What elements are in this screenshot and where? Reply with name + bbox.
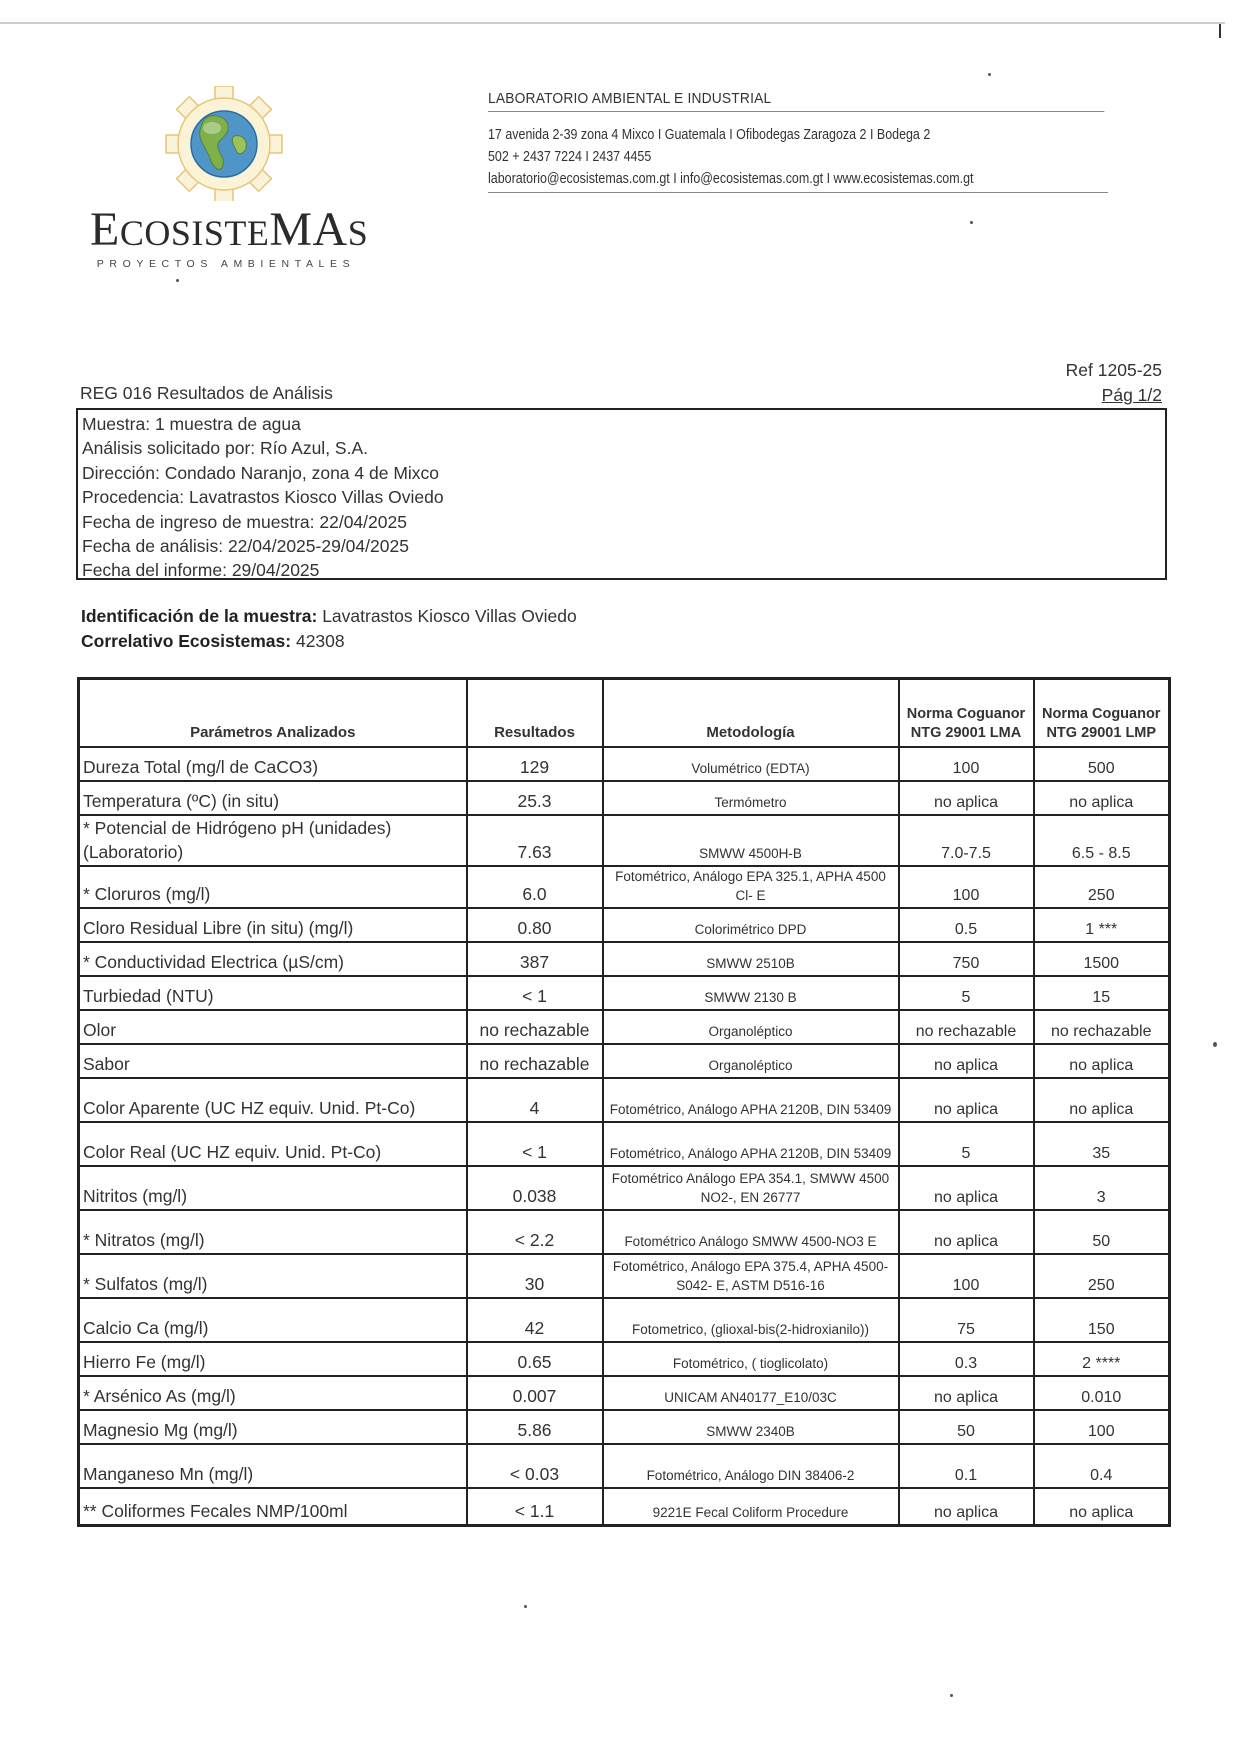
table-row [79,908,1170,942]
method-cell: Termómetro [603,781,899,815]
result-cell: 25.3 [467,781,603,815]
method-cell: Fotométrico, Análogo APHA 2120B, DIN 53409 [603,1078,899,1122]
method-cell: Fotométrico, Análogo EPA 375.4, APHA 4500-S042- E, ASTM D516-16 [603,1254,899,1298]
lab-title: LABORATORIO AMBIENTAL E INDUSTRIAL [488,90,1104,112]
info-row-fecha-informe: Fecha del informe: 29/04/2025 [82,560,320,581]
method-cell: Organoléptico [603,1044,899,1078]
lab-phones: 502 + 2437 7224 I 2437 4455 [488,149,652,165]
norm-lma-cell: no aplica [899,1488,1034,1526]
method-cell: Fotométrico, Análogo EPA 325.1, APHA 4500 Cl- E [603,866,899,908]
result-cell: 0.007 [467,1376,603,1410]
header-norma-lmp: Norma Coguanor NTG 29001 LMP [1034,679,1170,747]
info-row-fecha-analisis: Fecha de análisis: 22/04/2025-29/04/2025 [82,535,409,556]
result-cell: 0.65 [467,1342,603,1376]
result-cell: 0.038 [467,1166,603,1210]
result-cell: 30 [467,1254,603,1298]
table-row [79,1010,1170,1044]
table-row [79,1210,1170,1254]
parameter-cell: * Sulfatos (mg/l) [79,1254,467,1298]
norm-lmp-cell: 3 [1034,1166,1170,1210]
parameter-cell: Hierro Fe (mg/l) [79,1342,467,1376]
table-row [79,1298,1170,1342]
sample-identification [81,604,577,654]
result-cell: < 2.2 [467,1210,603,1254]
result-cell: 5.86 [467,1410,603,1444]
header-parametros: Parámetros Analizados [79,679,467,747]
result-cell: 7.63 [467,815,603,866]
norm-lmp-cell: 150 [1034,1298,1170,1342]
method-cell: UNICAM AN40177_E10/03C [603,1376,899,1410]
norm-lma-cell: 0.5 [899,908,1034,942]
result-cell: 0.80 [467,908,603,942]
norm-lmp-cell: no aplica [1034,1044,1170,1078]
result-cell: no rechazable [467,1010,603,1044]
method-cell: Fotométrico, ( tioglicolato) [603,1342,899,1376]
ecosistemas-logo [90,86,369,276]
scan-top-edge [0,22,1225,24]
parameter-cell: Turbiedad (NTU) [79,976,467,1010]
table-row [79,815,1170,866]
method-cell: SMWW 4500H-B [603,815,899,866]
result-cell: 6.0 [467,866,603,908]
norm-lma-cell: no rechazable [899,1010,1034,1044]
report-reference [1066,358,1162,408]
norm-lma-cell: no aplica [899,781,1034,815]
scan-speck [1213,1042,1217,1047]
norm-lmp-cell: 250 [1034,1254,1170,1298]
norm-lmp-cell: 1 *** [1034,908,1170,942]
table-row [79,1342,1170,1376]
table-row [79,1078,1170,1122]
method-cell: Fotométrico, Análogo APHA 2120B, DIN 53409 [603,1122,899,1166]
norm-lmp-cell: 0.4 [1034,1444,1170,1488]
norm-lma-cell: 75 [899,1298,1034,1342]
parameter-cell: Color Real (UC HZ equiv. Unid. Pt-Co) [79,1122,467,1166]
norm-lma-cell: no aplica [899,1376,1034,1410]
method-cell: SMWW 2130 B [603,976,899,1010]
parameter-cell: Manganeso Mn (mg/l) [79,1444,467,1488]
norm-lmp-cell: 6.5 - 8.5 [1034,815,1170,866]
norm-lmp-cell: 0.010 [1034,1376,1170,1410]
result-cell: 4 [467,1078,603,1122]
norm-lma-cell: 100 [899,1254,1034,1298]
parameter-cell: Calcio Ca (mg/l) [79,1298,467,1342]
method-cell: Fotométrico Análogo EPA 354.1, SMWW 4500 NO2-, EN 26777 [603,1166,899,1210]
norm-lmp-cell: 100 [1034,1410,1170,1444]
lab-header [488,90,1108,193]
info-row-direccion: Dirección: Condado Naranjo, zona 4 de Mixco [82,462,440,483]
parameter-cell: Sabor [79,1044,467,1078]
norm-lma-cell: no aplica [899,1078,1034,1122]
norm-lmp-cell: no aplica [1034,1078,1170,1122]
correlative-line: Correlativo Ecosistemas: 42308 [81,631,345,651]
norm-lma-cell: 750 [899,942,1034,976]
result-cell: no rechazable [467,1044,603,1078]
table-header-row [79,679,1170,747]
parameter-cell: Color Aparente (UC HZ equiv. Unid. Pt-Co) [79,1078,467,1122]
table-row [79,1044,1170,1078]
norm-lmp-cell: 35 [1034,1122,1170,1166]
norm-lmp-cell: 1500 [1034,942,1170,976]
parameter-cell: Cloro Residual Libre (in situ) (mg/l) [79,908,467,942]
method-cell: Fotométrico, Análogo DIN 38406-2 [603,1444,899,1488]
lab-contact: laboratorio@ecosistemas.com.gt I info@ecosistemas.com.gt I www.ecosistemas.com.gt [488,171,974,187]
method-cell: 9221E Fecal Coliform Procedure [603,1488,899,1526]
parameter-cell: * Arsénico As (mg/l) [79,1376,467,1410]
header-norma-lma: Norma Coguanor NTG 29001 LMA [899,679,1034,747]
result-cell: < 1 [467,1122,603,1166]
gear-globe-icon [148,86,308,201]
norm-lmp-cell: no aplica [1034,1488,1170,1526]
table-row [79,1122,1170,1166]
method-cell: Fotometrico, (glioxal-bis(2-hidroxianilo)) [603,1298,899,1342]
result-cell: 387 [467,942,603,976]
scan-speck [988,73,991,76]
norm-lma-cell: no aplica [899,1044,1034,1078]
norm-lma-cell: 100 [899,866,1034,908]
result-cell: 42 [467,1298,603,1342]
method-cell: Organoléptico [603,1010,899,1044]
result-cell: < 1.1 [467,1488,603,1526]
info-row-procedencia: Procedencia: Lavatrastos Kiosco Villas Oviedo [82,487,444,508]
table-row [79,1254,1170,1298]
method-cell: SMWW 2510B [603,942,899,976]
norm-lma-cell: 7.0-7.5 [899,815,1034,866]
lab-rule [488,192,1108,193]
table-row [79,1166,1170,1210]
parameter-cell: * Potencial de Hidrógeno pH (unidades) (Laboratorio) [79,815,467,866]
norm-lma-cell: no aplica [899,1210,1034,1254]
norm-lma-cell: no aplica [899,1166,1034,1210]
method-cell: SMWW 2340B [603,1410,899,1444]
norm-lmp-cell: 50 [1034,1210,1170,1254]
norm-lmp-cell: 500 [1034,747,1170,781]
norm-lmp-cell: 250 [1034,866,1170,908]
brand-tagline: PROYECTOS AMBIENTALES [96,258,356,270]
table-row [79,942,1170,976]
identification-line: Identificación de la muestra: Lavatrastos Kiosco Villas Oviedo [81,606,577,626]
results-table [77,677,1171,1527]
method-cell: Colorimétrico DPD [603,908,899,942]
method-cell: Volumétrico (EDTA) [603,747,899,781]
parameter-cell: Dureza Total (mg/l de CaCO3) [79,747,467,781]
parameter-cell: Temperatura (ºC) (in situ) [79,781,467,815]
parameter-cell: Magnesio Mg (mg/l) [79,1410,467,1444]
parameter-cell: Olor [79,1010,467,1044]
norm-lmp-cell: 15 [1034,976,1170,1010]
norm-lma-cell: 50 [899,1410,1034,1444]
parameter-cell: * Cloruros (mg/l) [79,866,467,908]
norm-lma-cell: 5 [899,1122,1034,1166]
table-row [79,976,1170,1010]
method-cell: Fotométrico Análogo SMWW 4500-NO3 E [603,1210,899,1254]
result-cell: 129 [467,747,603,781]
norm-lma-cell: 0.1 [899,1444,1034,1488]
parameter-cell: ** Coliformes Fecales NMP/100ml [79,1488,467,1526]
scan-speck [970,221,973,224]
result-cell: < 0.03 [467,1444,603,1488]
norm-lmp-cell: 2 **** [1034,1342,1170,1376]
parameter-cell: * Nitratos (mg/l) [79,1210,467,1254]
norm-lmp-cell: no aplica [1034,781,1170,815]
report-title: REG 016 Resultados de Análisis [80,383,333,403]
table-row [79,781,1170,815]
page-number: Pág 1/2 [1101,385,1162,405]
lab-address: 17 avenida 2-39 zona 4 Mixco I Guatemala I Ofibodegas Zaragoza 2 I Bodega 2 [488,127,931,143]
sample-info-box [76,408,1167,580]
table-row [79,1410,1170,1444]
ref-number: Ref 1205-25 [1065,360,1162,380]
norm-lmp-cell: no rechazable [1034,1010,1170,1044]
parameter-cell: * Conductividad Electrica (µS/cm) [79,942,467,976]
scan-speck [176,279,179,282]
norm-lma-cell: 5 [899,976,1034,1010]
norm-lma-cell: 100 [899,747,1034,781]
parameter-cell: Nitritos (mg/l) [79,1166,467,1210]
scan-speck [950,1694,953,1697]
header-metodologia: Metodología [603,679,899,747]
scan-edge-mark [1219,24,1221,38]
norm-lma-cell: 0.3 [899,1342,1034,1376]
header-resultados: Resultados [467,679,603,747]
info-row-muestra: Muestra: 1 muestra de agua [82,414,301,434]
info-row-solicitado: Análisis solicitado por: Río Azul, S.A. [82,438,368,459]
table-row [79,747,1170,781]
table-row [79,1488,1170,1526]
brand-name: ECOSISTEMAS [90,203,369,256]
table-row [79,866,1170,908]
info-row-fecha-ingreso: Fecha de ingreso de muestra: 22/04/2025 [82,511,407,532]
table-row [79,1376,1170,1410]
table-row [79,1444,1170,1488]
result-cell: < 1 [467,976,603,1010]
scan-speck [524,1605,527,1608]
